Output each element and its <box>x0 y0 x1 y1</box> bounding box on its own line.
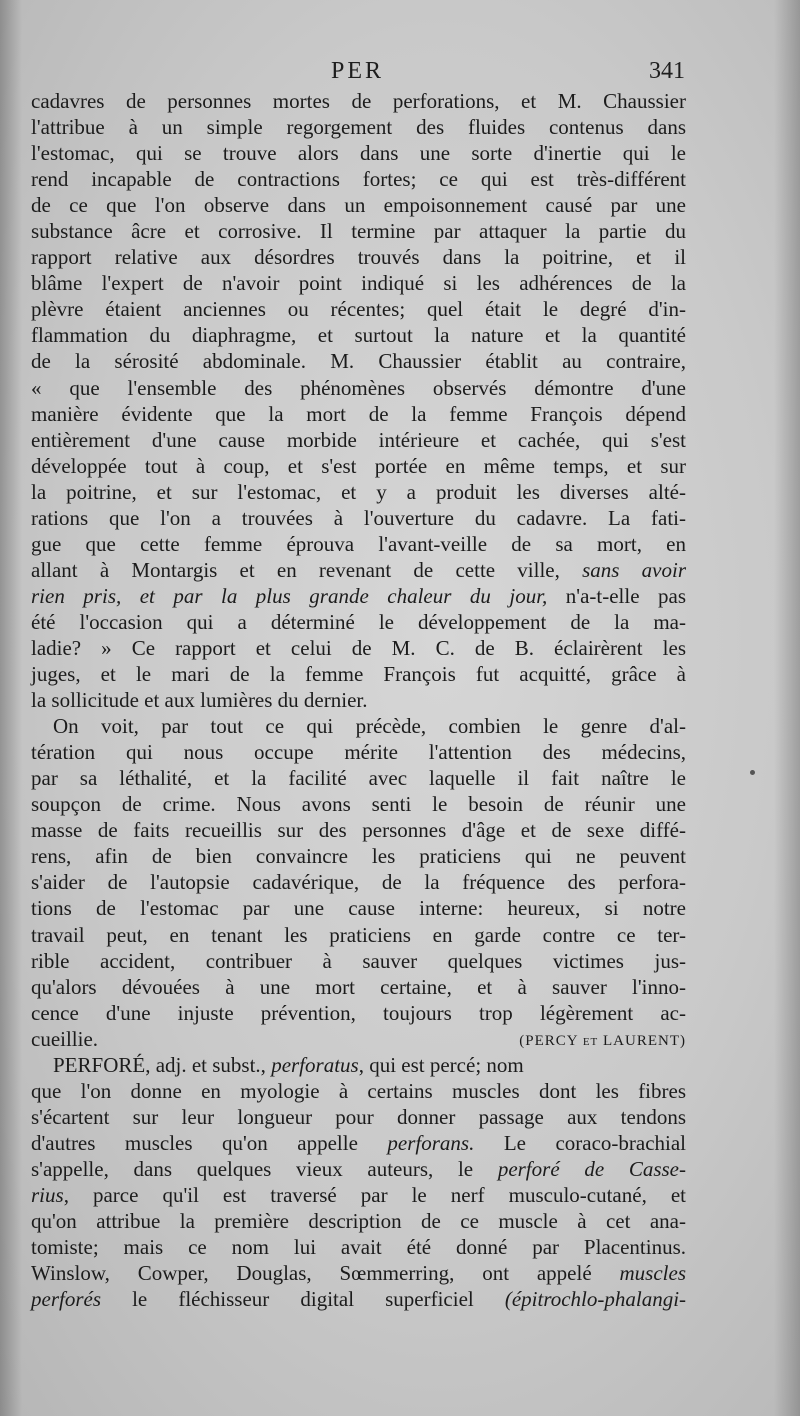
text-line: substance âcre et corrosive. Il termine par attaquer la partie du <box>31 219 686 244</box>
line-text: le fléchisseur digital superficiel <box>132 1287 474 1312</box>
text-line: été l'occasion qui a déterminé le développement de la ma- <box>31 609 686 634</box>
italic-fragment: perforans. <box>387 1130 475 1155</box>
body-text <box>31 88 686 1312</box>
italic-fragment: rien pris, et par la plus grande chaleur du jour, <box>31 583 548 608</box>
line-text: s'appelle, dans quelques vieux auteurs, le <box>31 1156 474 1181</box>
text-line: la sollicitude et aux lumières du dernier. <box>31 688 368 713</box>
text-line: tomiste; mais ce nom lui avait été donné par Placentinus. <box>31 1235 686 1260</box>
text-line <box>31 1286 686 1312</box>
line-text: Winslow, Cowper, Douglas, Sœmmerring, ont appelé <box>31 1261 592 1286</box>
page-number: 341 <box>649 58 685 84</box>
text-line: gue que cette femme éprouva l'avant-veille de sa mort, en <box>31 531 686 556</box>
italic-fragment: perforés <box>31 1287 101 1312</box>
text-line: qu'alors dévouées à une mort certaine, et à sauver l'inno- <box>31 974 686 999</box>
page-gutter-shadow <box>0 0 22 1416</box>
author-signature: (PERCY et LAURENT) <box>519 1032 686 1049</box>
page-edge-shadow <box>774 0 800 1416</box>
text-line: cadavres de personnes mortes de perforations, et M. Chaussier <box>31 89 686 113</box>
text-line: s'aider de l'autopsie cadavérique, de la fréquence des perfora- <box>31 870 686 895</box>
text-line: flammation du diaphragme, et surtout la nature et la quantité <box>31 323 686 348</box>
italic-fragment: sans avoir <box>582 557 686 582</box>
text-line: ladie? » Ce rapport et celui de M. C. de B. éclairèrent les <box>31 635 686 660</box>
text-line: rations que l'on a trouvées à l'ouverture du cadavre. La fati- <box>31 505 686 530</box>
text-line: travail peut, en tenant les praticiens en garde contre ce ter- <box>31 922 686 947</box>
text-line: la poitrine, et sur l'estomac, et y a produit les diverses alté- <box>31 479 686 504</box>
running-head: PER <box>330 58 384 84</box>
line-text: Le coraco-brachial <box>503 1130 687 1155</box>
text-line: soupçon de crime. Nous avons senti le besoin de réunir une <box>31 792 686 817</box>
text-line: l'estomac, qui se trouve alors dans une sorte d'inertie qui le <box>31 141 686 166</box>
text-line: rens, afin de bien convaincre les praticiens qui ne peuvent <box>31 844 686 869</box>
text-line <box>31 583 686 609</box>
italic-fragment: muscles <box>619 1261 686 1286</box>
text-line: par sa léthalité, et la facilité avec laquelle il fait naître le <box>31 766 686 791</box>
line-text: n'a-t-elle pas <box>565 583 687 608</box>
text-line: de ce que l'on observe dans un empoisonnement causé par une <box>31 193 686 218</box>
text-line: l'attribue à un simple regorgement des fluides contenus dans <box>31 115 686 140</box>
italic-fragment: perforé de Casse- <box>497 1156 686 1181</box>
text-line: développée tout à coup, et s'est portée en même temps, et sur <box>31 453 686 478</box>
text-line: de la sérosité abdominale. M. Chaussier établit au contraire, <box>31 349 686 374</box>
text-line <box>31 1182 686 1208</box>
text-line: que l'on donne en myologie à certains muscles dont les fibres <box>31 1078 686 1103</box>
text-line: entièrement d'une cause morbide intérieure et cachée, qui s'est <box>31 427 686 452</box>
entry-headword: PERFORÉ, adj. et subst., <box>53 1052 266 1077</box>
italic-fragment: (épitrochlo-phalangi- <box>504 1287 687 1312</box>
line-text: allant à Montargis et en revenant de cette ville, <box>31 557 560 582</box>
text-line: juges, et le mari de la femme François fut acquitté, grâce à <box>31 662 686 687</box>
text-line <box>31 1260 686 1286</box>
text-line: qu'on attribue la première description de ce muscle à cet ana- <box>31 1209 686 1234</box>
text-line: tération qui nous occupe mérite l'attention des médecins, <box>31 740 686 765</box>
text-line: rapport relative aux désordres trouvés dans la poitrine, et il <box>31 245 686 270</box>
italic-fragment: rius <box>31 1182 64 1207</box>
text-line: blâme l'expert de n'avoir point indiqué si les adhérences de la <box>31 271 686 296</box>
text-line: s'écartent sur leur longueur pour donner passage aux tendons <box>31 1104 686 1129</box>
text-line <box>31 1130 686 1156</box>
text-line <box>31 1156 686 1182</box>
page-header <box>30 54 685 88</box>
text-line: « que l'ensemble des phénomènes observés démontre d'une <box>31 375 686 400</box>
text-line <box>31 557 686 583</box>
text-line <box>31 1026 686 1052</box>
text-line: manière évidente que la mort de la femme François dépend <box>31 401 686 426</box>
text-line: tions de l'estomac par une cause interne: heureux, si notre <box>31 896 686 921</box>
text-line: plèvre étaient anciennes ou récentes; quel était le degré d'in- <box>31 297 686 322</box>
paragraph-first-line: On voit, par tout ce qui précède, combien le genre d'al- <box>53 714 686 739</box>
text-line: rend incapable de contractions fortes; ce qui est très-différent <box>31 167 686 192</box>
line-text: cueillie. <box>31 1026 99 1051</box>
entry-first-line <box>31 1052 686 1078</box>
text-line: cence d'une injuste prévention, toujours trop légèrement ac- <box>31 1000 686 1025</box>
line-text: , parce qu'il est traversé par le nerf musculo-cutané, et <box>63 1182 686 1207</box>
text-line: masse de faits recueillis sur des personnes d'âge et de sexe diffé- <box>31 818 686 843</box>
ink-speck <box>750 770 755 775</box>
text-line: rible accident, contribuer à sauver quelques victimes jus- <box>31 948 686 973</box>
line-text: d'autres muscles qu'on appelle <box>31 1130 358 1155</box>
line-text: , qui est percé; nom <box>358 1052 524 1077</box>
italic-fragment: perforatus <box>271 1052 359 1077</box>
